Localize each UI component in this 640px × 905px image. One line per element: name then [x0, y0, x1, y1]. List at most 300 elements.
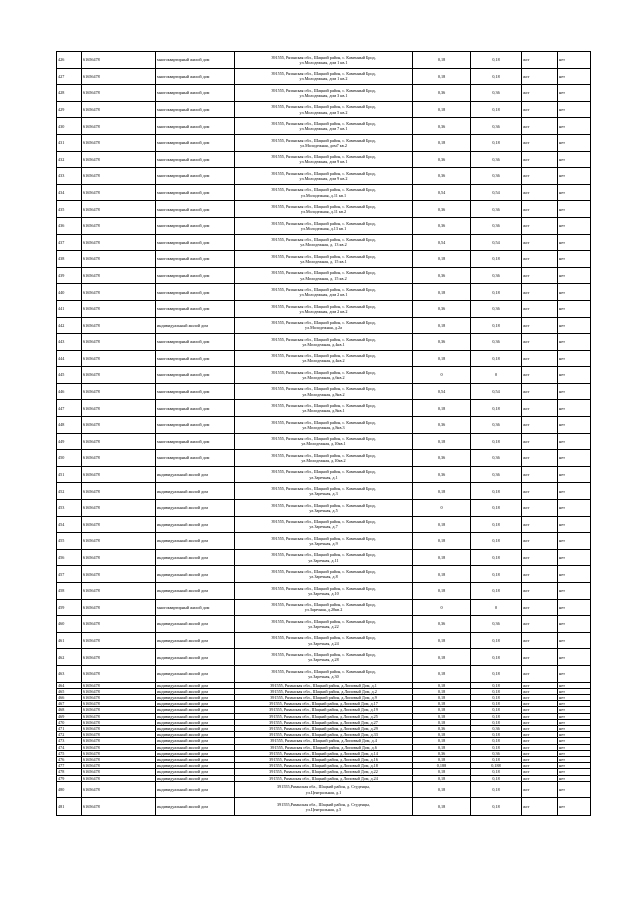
object-type-cell: индивидуальный жилой дом — [156, 516, 235, 533]
oktmo-code-cell: 61656478 — [82, 118, 156, 135]
address-line: ул.Молодежная, дом 3 кв.1 — [299, 92, 348, 98]
oktmo-code-cell: 61656478 — [82, 688, 156, 694]
flag-cell: нет — [558, 738, 591, 744]
oktmo-code-cell: 61656478 — [82, 682, 156, 688]
oktmo-code-cell: 61656478 — [82, 52, 156, 69]
address-line: 391555, Рязанская обл., Шацкий район, с. Каменный Брод, — [271, 320, 376, 326]
table-row — [57, 367, 591, 384]
address-line: 391555, Рязанская обл., Шацкий район, д.Липовый Дом, д.1 — [270, 682, 377, 688]
value-2-cell: 0,18 — [471, 707, 522, 713]
address-line: 391555, Рязанская обл., Шацкий район, д.Липовый Дом, д.27 — [269, 719, 378, 725]
address-cell — [235, 533, 413, 550]
oktmo-code-cell: 61656478 — [82, 201, 156, 218]
flag-cell: нет — [558, 757, 591, 763]
value-1-cell: 0,36 — [413, 300, 471, 317]
address-line: 391555, Рязанская обл., Шацкий район, с. Каменный Брод, — [271, 419, 376, 425]
oktmo-code-cell: 61656478 — [82, 583, 156, 600]
address-line: 391555, Рязанская обл., Шацкий район, д.Липовый Дом, д.22 — [269, 769, 378, 775]
address-line: ул.Молодежная, дом 2 кв.2 — [299, 308, 348, 314]
flag-cell: нет — [558, 350, 591, 367]
object-type-cell: индивидуальный жилой дом — [156, 701, 235, 707]
object-type-cell: многоквартирный жилой дом — [156, 284, 235, 301]
address-cell — [235, 516, 413, 533]
flag-cell: нет — [558, 694, 591, 700]
row-number-cell: 471 — [57, 725, 82, 731]
table-row — [57, 350, 591, 367]
value-2-cell: 0,54 — [471, 383, 522, 400]
material-cell: жст — [522, 694, 558, 700]
value-1-cell: 0,36 — [413, 267, 471, 284]
address-cell — [235, 267, 413, 284]
value-2-cell: 0,36 — [471, 450, 522, 467]
oktmo-code-cell: 61656478 — [82, 725, 156, 731]
address-cell — [235, 665, 413, 682]
material-cell: жст — [522, 725, 558, 731]
address-cell — [235, 583, 413, 600]
row-number-cell: 442 — [57, 317, 82, 334]
address-cell — [235, 616, 413, 633]
value-2-cell: 0,18 — [471, 732, 522, 738]
oktmo-code-cell: 61656478 — [82, 516, 156, 533]
oktmo-code-cell: 61656478 — [82, 732, 156, 738]
object-type-cell: индивидуальный жилой дом — [156, 725, 235, 731]
object-type-cell: многоквартирный жилой дом — [156, 201, 235, 218]
table-row — [57, 251, 591, 268]
table-row — [57, 184, 591, 201]
oktmo-code-cell: 61656478 — [82, 549, 156, 566]
row-number-cell: 445 — [57, 367, 82, 384]
object-type-cell: индивидуальный жилой дом — [156, 763, 235, 769]
address-cell — [235, 566, 413, 583]
address-cell — [235, 284, 413, 301]
object-type-cell: многоквартирный жилой дом — [156, 234, 235, 251]
row-number-cell: 437 — [57, 234, 82, 251]
table-row — [57, 450, 591, 467]
value-1-cell: 0,18 — [413, 781, 471, 798]
object-type-cell: индивидуальный жилой дом — [156, 549, 235, 566]
row-number-cell: 450 — [57, 450, 82, 467]
address-line: 391555, Рязанская обл., Шацкий район, с. Каменный Брод, — [271, 220, 376, 226]
material-cell: жст — [522, 85, 558, 102]
flag-cell: нет — [558, 267, 591, 284]
table-row — [57, 317, 591, 334]
address-cell — [235, 649, 413, 666]
value-2-cell: 0,54 — [471, 234, 522, 251]
object-type-cell: многоквартирный жилой дом — [156, 251, 235, 268]
value-2-cell: 0,18 — [471, 549, 522, 566]
flag-cell: нет — [558, 52, 591, 69]
flag-cell: нет — [558, 775, 591, 781]
address-cell — [235, 632, 413, 649]
oktmo-code-cell: 61656478 — [82, 616, 156, 633]
table-row — [57, 500, 591, 517]
row-number-cell: 429 — [57, 101, 82, 118]
object-type-cell: индивидуальный жилой дом — [156, 694, 235, 700]
object-type-cell: индивидуальный жилой дом — [156, 632, 235, 649]
object-type-cell: индивидуальный жилой дом — [156, 682, 235, 688]
flag-cell: нет — [558, 101, 591, 118]
flag-cell: нет — [558, 701, 591, 707]
value-2-cell: 0,18 — [471, 682, 522, 688]
table-row — [57, 267, 591, 284]
address-line: 391555, Рязанская обл., Шацкий район, с. Каменный Брод, — [271, 635, 376, 641]
address-line: 391555, Рязанская обл., Шацкий район, с. Каменный Брод, — [271, 369, 376, 375]
address-cell — [235, 317, 413, 334]
table-row — [57, 151, 591, 168]
value-2-cell: 0,18 — [471, 757, 522, 763]
value-1-cell: 0,36 — [413, 168, 471, 185]
row-number-cell: 464 — [57, 682, 82, 688]
value-1-cell: 0,36 — [413, 725, 471, 731]
oktmo-code-cell: 61656478 — [82, 566, 156, 583]
flag-cell: нет — [558, 725, 591, 731]
material-cell: жст — [522, 234, 558, 251]
object-type-cell: индивидуальный жилой дом — [156, 775, 235, 781]
flag-cell: нет — [558, 763, 591, 769]
flag-cell: нет — [558, 665, 591, 682]
address-line: 391555, Рязанская обл., Шацкий район, д.Липовый Дом, д.33 — [269, 732, 378, 738]
address-cell — [235, 234, 413, 251]
address-line: 391555, Рязанская обл., Шацкий район, д.Липовый Дом, д.2 — [270, 688, 377, 694]
address-line: 391555, Рязанская обл., Шацкий район, с. Каменный Брод, — [271, 336, 376, 342]
object-type-cell: индивидуальный жилой дом — [156, 688, 235, 694]
value-1-cell: 0,18 — [413, 583, 471, 600]
material-cell: жст — [522, 682, 558, 688]
material-cell: жст — [522, 184, 558, 201]
row-number-cell: 448 — [57, 417, 82, 434]
oktmo-code-cell: 61656478 — [82, 798, 156, 816]
address-cell — [235, 151, 413, 168]
object-type-cell: индивидуальный жилой дом — [156, 466, 235, 483]
oktmo-code-cell: 61656478 — [82, 757, 156, 763]
material-cell: жст — [522, 267, 558, 284]
row-number-cell: 454 — [57, 516, 82, 533]
oktmo-code-cell: 61656478 — [82, 694, 156, 700]
address-line: 391555, Рязанская обл., Шацкий район, д.Липовый Дом, д.18 — [269, 763, 378, 769]
material-cell: жст — [522, 533, 558, 550]
value-2-cell: 0,36 — [471, 750, 522, 756]
address-line: 391555, Рязанская обл., Шацкий район, с. Каменный Брод, — [271, 436, 376, 442]
address-line: 391555, Рязанская обл., Шацкий район, д.Липовый Дом, д.25 — [269, 713, 378, 719]
address-line: 391555, Рязанская обл., Шацкий район, д.Липовый Дом, д.24 — [269, 775, 378, 781]
row-number-cell: 470 — [57, 719, 82, 725]
address-line: 391555, Рязанская обл., Шацкий район, с. Каменный Брод, — [271, 54, 376, 60]
address-line: 391555, Рязанская обл., Шацкий район, д.Липовый Дом, д.14 — [269, 750, 378, 756]
row-number-cell: 433 — [57, 168, 82, 185]
row-number-cell: 466 — [57, 694, 82, 700]
material-cell: жст — [522, 549, 558, 566]
object-type-cell: индивидуальный жилой дом — [156, 732, 235, 738]
value-1-cell: 0,18 — [413, 694, 471, 700]
address-line: 391555, Рязанская обл., Шацкий район, с. Каменный Брод, — [271, 486, 376, 492]
value-1-cell: 0,18 — [413, 433, 471, 450]
row-number-cell: 426 — [57, 52, 82, 69]
value-2-cell: 0,18 — [471, 649, 522, 666]
address-line: 391555, Рязанская обл., Шацкий район, с. Каменный Брод, — [271, 270, 376, 276]
oktmo-code-cell: 61656478 — [82, 134, 156, 151]
value-1-cell: 0,18 — [413, 719, 471, 725]
address-cell — [235, 466, 413, 483]
object-type-cell: многоквартирный жилой дом — [156, 217, 235, 234]
flag-cell: нет — [558, 334, 591, 351]
flag-cell: нет — [558, 450, 591, 467]
address-cell — [235, 134, 413, 151]
value-2-cell: 0,18 — [471, 284, 522, 301]
address-cell — [235, 201, 413, 218]
flag-cell: нет — [558, 217, 591, 234]
flag-cell: нет — [558, 616, 591, 633]
row-number-cell: 481 — [57, 798, 82, 816]
row-number-cell: 456 — [57, 549, 82, 566]
flag-cell: нет — [558, 566, 591, 583]
address-line: ул.Заречная, д.22 — [308, 623, 339, 629]
value-1-cell: 0,18 — [413, 483, 471, 500]
table-row — [57, 466, 591, 483]
value-1-cell: 0,18 — [413, 251, 471, 268]
address-line: 391555, Рязанская обл., Шацкий район, с. Каменный Брод, — [271, 286, 376, 292]
object-type-cell: индивидуальный жилой дом — [156, 707, 235, 713]
value-2-cell: 0,36 — [471, 151, 522, 168]
address-line: 391555, Рязанская обл., Шацкий район, с. Каменный Брод, — [271, 552, 376, 558]
table-row — [57, 549, 591, 566]
flag-cell: нет — [558, 466, 591, 483]
address-line: 391555, Рязанская обл., Шацкий район, с. Каменный Брод, — [271, 502, 376, 508]
value-1-cell: 0,18 — [413, 566, 471, 583]
object-type-cell: многоквартирный жилой дом — [156, 599, 235, 616]
value-1-cell: 0,18 — [413, 317, 471, 334]
material-cell: жст — [522, 417, 558, 434]
oktmo-code-cell: 61656478 — [82, 85, 156, 102]
address-line: ул.Молодежная, д. 15 кв.2 — [300, 275, 347, 281]
address-line: ул.Молодежная, д.11 кв.2 — [300, 209, 347, 215]
flag-cell: нет — [558, 599, 591, 616]
object-type-cell: индивидуальный жилой дом — [156, 769, 235, 775]
value-1-cell: 0,18 — [413, 707, 471, 713]
address-line: ул.Заречная, д.11 — [308, 557, 339, 563]
value-1-cell: 0,18 — [413, 400, 471, 417]
table-body — [57, 52, 591, 816]
row-number-cell: 427 — [57, 68, 82, 85]
value-1-cell: 0,36 — [413, 466, 471, 483]
address-line: ул.Молодежная, дом 5 кв.2 — [299, 109, 348, 115]
row-number-cell: 459 — [57, 599, 82, 616]
value-2-cell: 0,18 — [471, 101, 522, 118]
oktmo-code-cell: 61656478 — [82, 701, 156, 707]
row-number-cell: 439 — [57, 267, 82, 284]
oktmo-code-cell: 61656478 — [82, 168, 156, 185]
row-number-cell: 453 — [57, 500, 82, 517]
object-type-cell: многоквартирный жилой дом — [156, 450, 235, 467]
address-line: ул.Молодежная, д.4кв.1 — [302, 341, 345, 347]
address-line: 391555, Рязанская обл., Шацкий район, с. Каменный Брод, — [271, 87, 376, 93]
value-1-cell: 0,18 — [413, 52, 471, 69]
flag-cell: нет — [558, 417, 591, 434]
oktmo-code-cell: 61656478 — [82, 750, 156, 756]
address-cell — [235, 450, 413, 467]
value-2-cell: 0,36 — [471, 417, 522, 434]
table-row — [57, 52, 591, 69]
material-cell: жст — [522, 649, 558, 666]
row-number-cell: 475 — [57, 750, 82, 756]
object-type-cell: многоквартирный жилой дом — [156, 134, 235, 151]
address-cell — [235, 383, 413, 400]
object-type-cell: индивидуальный жилой дом — [156, 616, 235, 633]
value-1-cell: 0,18 — [413, 688, 471, 694]
oktmo-code-cell: 61656478 — [82, 719, 156, 725]
flag-cell: нет — [558, 781, 591, 798]
address-line: ул.Молодежная, дом 7 кв.1 — [299, 126, 348, 132]
flag-cell: нет — [558, 744, 591, 750]
table-row — [57, 632, 591, 649]
material-cell: жст — [522, 732, 558, 738]
material-cell: жст — [522, 483, 558, 500]
table-row — [57, 665, 591, 682]
table-row — [57, 616, 591, 633]
object-type-cell: индивидуальный жилой дом — [156, 665, 235, 682]
table-row — [57, 533, 591, 550]
value-2-cell: 0,18 — [471, 350, 522, 367]
row-number-cell: 472 — [57, 732, 82, 738]
value-2-cell: 0,36 — [471, 168, 522, 185]
flag-cell: нет — [558, 500, 591, 517]
table-row — [57, 68, 591, 85]
value-1-cell: 0,18 — [413, 713, 471, 719]
object-type-cell: индивидуальный жилой дом — [156, 317, 235, 334]
flag-cell: нет — [558, 533, 591, 550]
material-cell: жст — [522, 763, 558, 769]
object-type-cell: многоквартирный жилой дом — [156, 184, 235, 201]
address-line: 391555, Рязанская обл., Шацкий район, с. Каменный Брод, — [271, 104, 376, 110]
material-cell: жст — [522, 583, 558, 600]
oktmo-code-cell: 61656478 — [82, 383, 156, 400]
value-2-cell: 0,36 — [471, 725, 522, 731]
value-2-cell: 0,18 — [471, 694, 522, 700]
value-2-cell: 0,18 — [471, 798, 522, 816]
address-cell — [235, 798, 413, 816]
address-line: ул.Молодежная, д.6кв.2 — [302, 375, 345, 381]
table-row — [57, 798, 591, 816]
value-1-cell: 0,36 — [413, 118, 471, 135]
address-line: 391555, Рязанская обл., Шацкий район, с. Каменный Брод, — [271, 618, 376, 624]
flag-cell: нет — [558, 769, 591, 775]
table-row — [57, 201, 591, 218]
material-cell: жст — [522, 151, 558, 168]
flag-cell: нет — [558, 184, 591, 201]
material-cell: жст — [522, 101, 558, 118]
oktmo-code-cell: 61656478 — [82, 267, 156, 284]
material-cell: жст — [522, 599, 558, 616]
address-line: ул.Молодежная, дом 2 кв.1 — [299, 292, 348, 298]
address-cell — [235, 217, 413, 234]
value-2-cell: 0,18 — [471, 400, 522, 417]
address-line: ул.Молодежная, д.8кв.1 — [302, 408, 345, 414]
material-cell: жст — [522, 757, 558, 763]
flag-cell: нет — [558, 151, 591, 168]
flag-cell: нет — [558, 234, 591, 251]
flag-cell: нет — [558, 383, 591, 400]
table-row — [57, 118, 591, 135]
oktmo-code-cell: 61656478 — [82, 234, 156, 251]
address-line: 391555, Рязанская обл., Шацкий район, с. Каменный Брод, — [271, 170, 376, 176]
address-line: 391555,Рязанская обл., Шацкий район, д. Студенцы, — [277, 801, 370, 807]
address-cell — [235, 417, 413, 434]
oktmo-code-cell: 61656478 — [82, 184, 156, 201]
oktmo-code-cell: 61656478 — [82, 707, 156, 713]
value-1-cell: 0,18 — [413, 757, 471, 763]
flag-cell: нет — [558, 798, 591, 816]
value-1-cell: 0,18 — [413, 549, 471, 566]
value-2-cell: 0,36 — [471, 201, 522, 218]
object-type-cell: многоквартирный жилой дом — [156, 168, 235, 185]
row-number-cell: 430 — [57, 118, 82, 135]
table-row — [57, 400, 591, 417]
address-line: ул.Заречная, д.20кв.2 — [304, 607, 343, 613]
address-line: ул.Молодежная, дом 1 кв.1 — [299, 59, 348, 65]
table-row — [57, 168, 591, 185]
value-2-cell: 0,36 — [471, 300, 522, 317]
address-line: ул.Молодежная, дом 9 кв.1 — [299, 159, 348, 165]
oktmo-code-cell: 61656478 — [82, 334, 156, 351]
value-1-cell: 0,188 — [413, 763, 471, 769]
value-2-cell: 0,18 — [471, 251, 522, 268]
oktmo-code-cell: 61656478 — [82, 417, 156, 434]
row-number-cell: 428 — [57, 85, 82, 102]
table-row — [57, 649, 591, 666]
table-row — [57, 433, 591, 450]
material-cell: жст — [522, 701, 558, 707]
flag-cell: нет — [558, 400, 591, 417]
value-2-cell: 0,18 — [471, 713, 522, 719]
oktmo-code-cell: 61656478 — [82, 599, 156, 616]
table-row — [57, 583, 591, 600]
address-cell — [235, 599, 413, 616]
object-type-cell: многоквартирный жилой дом — [156, 350, 235, 367]
row-number-cell: 480 — [57, 781, 82, 798]
row-number-cell: 443 — [57, 334, 82, 351]
address-line: 391555, Рязанская обл., Шацкий район, с. Каменный Брод, — [271, 403, 376, 409]
row-number-cell: 473 — [57, 738, 82, 744]
row-number-cell: 476 — [57, 757, 82, 763]
value-2-cell: 0,18 — [471, 719, 522, 725]
address-line: 391555, Рязанская обл., Шацкий район, с. Каменный Брод, — [271, 203, 376, 209]
address-line: ул.Заречная, д.10 — [308, 590, 339, 596]
flag-cell: нет — [558, 201, 591, 218]
address-line: 391555, Рязанская обл., Шацкий район, с. Каменный Брод, — [271, 585, 376, 591]
material-cell: жст — [522, 383, 558, 400]
flag-cell: нет — [558, 134, 591, 151]
object-type-cell: многоквартирный жилой дом — [156, 417, 235, 434]
material-cell: жст — [522, 217, 558, 234]
value-1-cell: 0,18 — [413, 101, 471, 118]
object-type-cell: многоквартирный жилой дом — [156, 85, 235, 102]
value-1-cell: 0,18 — [413, 682, 471, 688]
value-1-cell: 0,36 — [413, 334, 471, 351]
value-2-cell: 0,36 — [471, 85, 522, 102]
material-cell: жст — [522, 317, 558, 334]
material-cell: жст — [522, 632, 558, 649]
material-cell: жст — [522, 688, 558, 694]
address-line: 391555, Рязанская обл., Шацкий район, д.Липовый Дом, д.9 — [270, 694, 377, 700]
material-cell: жст — [522, 52, 558, 69]
value-1-cell: 0,36 — [413, 616, 471, 633]
material-cell: жст — [522, 566, 558, 583]
oktmo-code-cell: 61656478 — [82, 649, 156, 666]
oktmo-code-cell: 61656478 — [82, 350, 156, 367]
oktmo-code-cell: 61656478 — [82, 500, 156, 517]
address-line: ул.Заречная, д.9 — [309, 541, 338, 547]
oktmo-code-cell: 61656478 — [82, 665, 156, 682]
value-1-cell: 0,36 — [413, 217, 471, 234]
